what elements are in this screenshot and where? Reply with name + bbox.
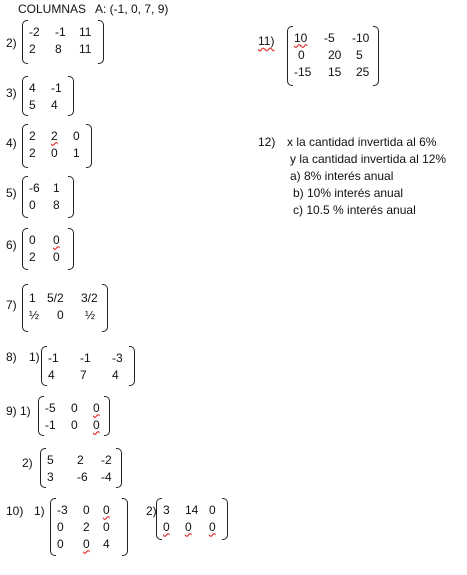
matrix-row <box>45 399 103 416</box>
matrix-cell: 2 <box>83 519 90 534</box>
matrix-cell: 0 <box>83 502 90 517</box>
matrix-cell: 25 <box>356 64 370 79</box>
matrix-cell: 2 <box>29 128 36 143</box>
matrix-row <box>29 79 67 96</box>
problem-6-label: 6) <box>6 238 17 252</box>
matrix-cell: 0 <box>57 536 64 551</box>
matrix-cell: -6 <box>77 469 88 484</box>
matrix-4 <box>22 124 92 168</box>
matrix-cell: -3 <box>57 502 68 517</box>
matrix-row <box>163 501 221 518</box>
matrix-cell: 0 <box>73 128 80 143</box>
matrix-row <box>29 96 67 113</box>
matrix-cell: -2 <box>29 24 40 39</box>
problem-10-sub-label: 1) <box>34 504 45 518</box>
problem-7-label: 7) <box>6 298 17 312</box>
matrix-cell: 0 <box>53 232 60 247</box>
problem-12-label: 12) <box>258 135 276 149</box>
matrix-cell: -1 <box>51 80 62 95</box>
matrix-cell: ½ <box>85 307 96 322</box>
matrix-row <box>29 23 97 40</box>
matrix-row <box>294 46 372 63</box>
matrix-cell: 2 <box>51 128 58 143</box>
matrix-9-2 <box>40 448 122 488</box>
matrix-row <box>57 535 121 552</box>
matrix-cell: 0 <box>57 519 64 534</box>
matrix-cell: -10 <box>352 30 370 45</box>
matrix-row <box>47 451 115 468</box>
matrix-cell: 8 <box>55 41 62 56</box>
matrix-cell: -15 <box>294 64 312 79</box>
matrix-row <box>29 179 67 196</box>
matrix-9-1 <box>38 396 110 436</box>
problem-4-label: 4) <box>6 136 17 150</box>
matrix-cell: 5/2 <box>47 290 64 305</box>
problem-12-line2: y la cantidad invertida al 12% <box>290 152 447 166</box>
matrix-6 <box>22 228 74 270</box>
matrix-cell: 4 <box>48 367 55 382</box>
header-title: COLUMNAS <box>18 2 87 16</box>
matrix-row <box>294 29 372 46</box>
matrix-8 <box>41 346 135 386</box>
matrix-row <box>29 231 67 248</box>
matrix-cell: -4 <box>101 469 112 484</box>
problem-12-b: b) 10% interés anual <box>293 186 404 200</box>
matrix-cell: 0 <box>163 519 170 534</box>
matrix-cell: 5 <box>47 452 54 467</box>
matrix-cell: -6 <box>29 180 40 195</box>
matrix-row <box>47 468 115 485</box>
matrix-cell: -3 <box>112 350 123 365</box>
matrix-cell: 8 <box>53 197 60 212</box>
matrix-row <box>29 289 101 306</box>
matrix-cell: 20 <box>328 47 342 62</box>
matrix-cell: 0 <box>51 145 58 160</box>
matrix-cell: 4 <box>112 367 119 382</box>
problem-2-label: 2) <box>6 36 17 50</box>
matrix-cell: 14 <box>185 502 199 517</box>
matrix-cell: 2 <box>77 452 84 467</box>
problem-11-label: 11) <box>258 34 275 48</box>
problem-10-label: 10) <box>6 504 24 518</box>
matrix-cell: ½ <box>29 307 40 322</box>
matrix-cell: 0 <box>71 417 78 432</box>
matrix-cell: 5 <box>29 97 36 112</box>
problem-12-line1: x la cantidad invertida al 6% <box>287 135 437 149</box>
matrix-cell: 1 <box>53 180 60 195</box>
matrix-row <box>45 416 103 433</box>
matrix-cell: 0 <box>83 536 90 551</box>
matrix-row <box>29 248 67 265</box>
matrix-cell: -5 <box>324 30 335 45</box>
matrix-cell: 5 <box>356 47 363 62</box>
matrix-row <box>163 518 221 535</box>
header-subtitle: A: (-1, 0, 7, 9) <box>95 2 169 16</box>
matrix-row <box>48 366 128 383</box>
matrix-cell: 0 <box>29 197 36 212</box>
matrix-cell: 0 <box>185 519 192 534</box>
matrix-5 <box>22 176 74 218</box>
matrix-cell: 2 <box>29 41 36 56</box>
matrix-row <box>29 306 101 323</box>
matrix-11 <box>287 26 379 86</box>
matrix-row <box>294 63 372 80</box>
matrix-cell: 2 <box>29 249 36 264</box>
matrix-cell: 2 <box>29 145 36 160</box>
matrix-10-2 <box>156 498 228 540</box>
matrix-2 <box>22 20 104 64</box>
problem-8-sub-label: 1) <box>29 350 40 364</box>
matrix-row <box>29 144 85 161</box>
matrix-7 <box>22 284 108 332</box>
matrix-cell: -2 <box>101 452 112 467</box>
matrix-cell: 0 <box>103 502 110 517</box>
problem-9-2-label: 2) <box>22 456 33 470</box>
matrix-cell: 4 <box>103 536 110 551</box>
problem-10-2-label: 2) <box>146 504 157 518</box>
matrix-cell: 3 <box>47 469 54 484</box>
matrix-cell: 1 <box>29 290 36 305</box>
matrix-3 <box>22 76 74 116</box>
matrix-cell: 15 <box>328 64 342 79</box>
matrix-cell: 3/2 <box>81 290 98 305</box>
matrix-row <box>57 518 121 535</box>
problem-3-label: 3) <box>6 86 17 100</box>
matrix-cell: 10 <box>294 30 308 45</box>
matrix-row <box>29 127 85 144</box>
matrix-cell: 0 <box>209 519 216 534</box>
problem-8-label: 8) <box>6 350 17 364</box>
matrix-cell: -1 <box>80 350 91 365</box>
matrix-cell: 0 <box>298 47 305 62</box>
matrix-row <box>48 349 128 366</box>
matrix-cell: 0 <box>29 232 36 247</box>
matrix-cell: 0 <box>71 400 78 415</box>
matrix-cell: 0 <box>53 249 60 264</box>
matrix-cell: -5 <box>45 400 56 415</box>
matrix-row <box>29 40 97 57</box>
matrix-row <box>57 501 121 518</box>
matrix-cell: 1 <box>73 145 80 160</box>
matrix-cell: 4 <box>29 80 36 95</box>
matrix-cell: 3 <box>163 502 170 517</box>
problem-5-label: 5) <box>6 186 17 200</box>
matrix-10-1 <box>50 498 128 556</box>
matrix-cell: 11 <box>79 24 92 39</box>
problem-9-label: 9) 1) <box>6 404 31 418</box>
matrix-cell: 0 <box>209 502 216 517</box>
matrix-row <box>29 196 67 213</box>
matrix-cell: -1 <box>45 417 56 432</box>
problem-12-c: c) 10.5 % interés anual <box>293 203 416 217</box>
matrix-cell: 11 <box>79 41 92 56</box>
matrix-cell: -1 <box>48 350 59 365</box>
matrix-cell: 4 <box>51 97 58 112</box>
matrix-cell: 0 <box>57 307 64 322</box>
matrix-cell: -1 <box>55 24 66 39</box>
matrix-cell: 0 <box>93 417 100 432</box>
matrix-cell: 0 <box>103 519 110 534</box>
problem-12-a: a) 8% interés anual <box>290 169 394 183</box>
matrix-cell: 0 <box>93 400 100 415</box>
matrix-cell: 7 <box>80 367 87 382</box>
